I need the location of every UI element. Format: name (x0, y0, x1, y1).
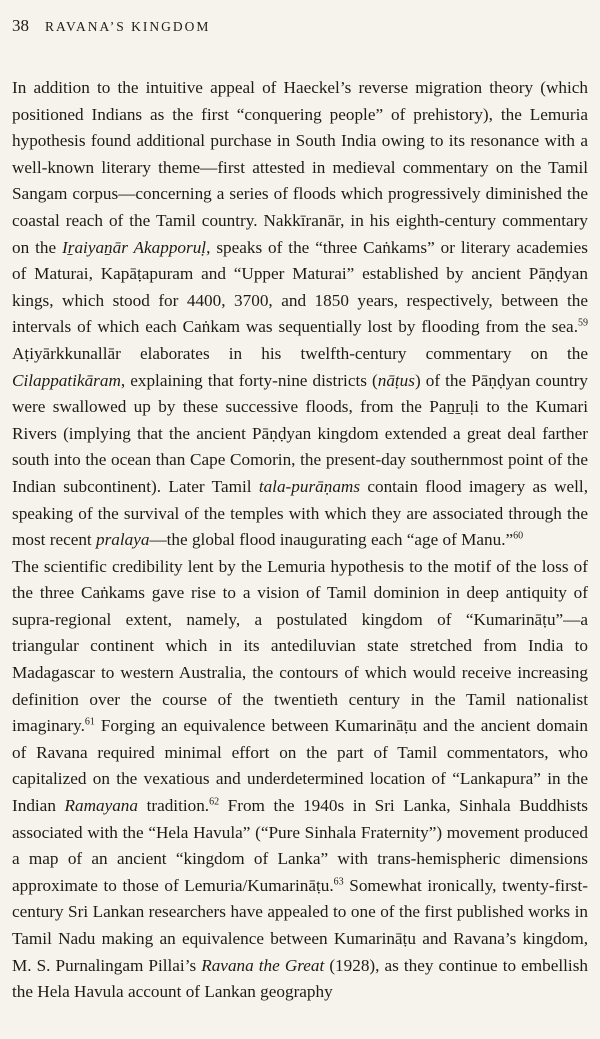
text-run: Somewhat ironically, twenty-first-century Sri Lankan researchers have appealed to one of the first published works in Tamil Nadu making an equivalence between Kumarināṭu and Ravana’s kingdom, M. S. Purnalingam Pillai’s (12, 875, 588, 975)
text-run: (1928), as they continue to embellish the Hela Havula account of Lankan geography (12, 955, 588, 1002)
footnote-marker: 62 (209, 796, 220, 808)
text-run: From the 1940s in Sri Lanka, Sinhala Buddhists associated with the “Hela Havula” (“Pure Sinhala Fraternity”) movement produced a map of an ancient “kingdom of Lanka” with trans-hemispheric dimensions approximate to those of Lemuria/Kumarināṭu. (12, 796, 588, 895)
page-number: 38 (12, 16, 29, 35)
footnote-marker: 63 (333, 876, 344, 888)
italic-term: pralaya (96, 530, 150, 550)
italic-term: nāṭus (377, 370, 415, 390)
footnote-marker: 59 (578, 317, 588, 329)
paragraph-1 (12, 75, 588, 554)
text-run: contain flood imagery as well, speaking of the survival of the temples with which they are associated through the most recent (12, 476, 588, 550)
text-run: Aṭiyārkkunallār elaborates in his twelfth-century commentary on the (12, 343, 588, 363)
paragraph-2 (12, 554, 588, 1006)
running-head (12, 16, 588, 46)
italic-term: Ravana the Great (201, 955, 325, 975)
italic-term: tala-purāṇams (258, 476, 361, 496)
text-run: Forging an equivalence between Kumarināṭu and the ancient domain of Ravana required minimal effort on the part of Tamil commentators, who capitalized on the vexatious and underdetermined location of “Lankapura” in the Indian (12, 716, 588, 816)
text-run: , explaining that forty-nine districts ( (120, 370, 378, 390)
running-title: RAVANA’S KINGDOM (45, 19, 211, 34)
italic-term: Iṟaiyaṉār Akapporuḷ (62, 237, 207, 257)
text-run: The scientific credibility lent by the Lemuria hypothesis to the motif of the loss of the three Caṅkams gave rise to a vision of Tamil dominion in deep antiquity of supra-regional extent, namely, a postulated kingdom of “Kumarināṭu”—a triangular continent which in its antediluvian state stretched from India to Madagascar to western Australia, the contours of which would receive increasing definition over the course of the twentieth century in the Tamil nationalist imaginary. (12, 556, 588, 736)
italic-term: Ramayana (64, 796, 138, 816)
text-run: ) of the Pāṇḍyan country were swallowed up by these successive floods, from the Paṉṟuḷi to the Kumari Rivers (implying that the ancient Pāṇḍyan kingdom extended a great deal farther south into the ocean than Cape Comorin, the present-day southernmost point of the Indian subcontinent). Later Tamil (12, 370, 588, 496)
italic-term: Cilappatikāram (12, 370, 121, 390)
body-text (12, 75, 588, 1006)
text-run: —the global flood inaugurating each “age of Manu.” (149, 530, 514, 550)
text-run: , speaks of the “three Caṅkams” or literary academies of Maturai, Kapāṭapuram and “Upper Maturai” established by ancient Pāṇḍyan kings, which stood for 4400, 3700, and 1850 years, respectively, between the intervals of which each Caṅkam was sequentially lost by flooding from the sea. (12, 237, 588, 337)
text-run: In addition to the intuitive appeal of Haeckel’s reverse migration theory (which positioned Indians as the first “conquering people” of prehistory), the Lemuria hypothesis found additional purchase in South India owing to its resonance with a well-known literary theme—first attested in medieval commentary on the Tamil Sangam corpus—concerning a series of floods which progressively diminished the coastal reach of the Tamil country. Nakkīranār, in his eighth-century commentary on the (12, 78, 588, 257)
footnote-marker: 60 (513, 530, 524, 542)
text-run: tradition. (138, 796, 210, 816)
footnote-marker: 61 (84, 716, 95, 728)
